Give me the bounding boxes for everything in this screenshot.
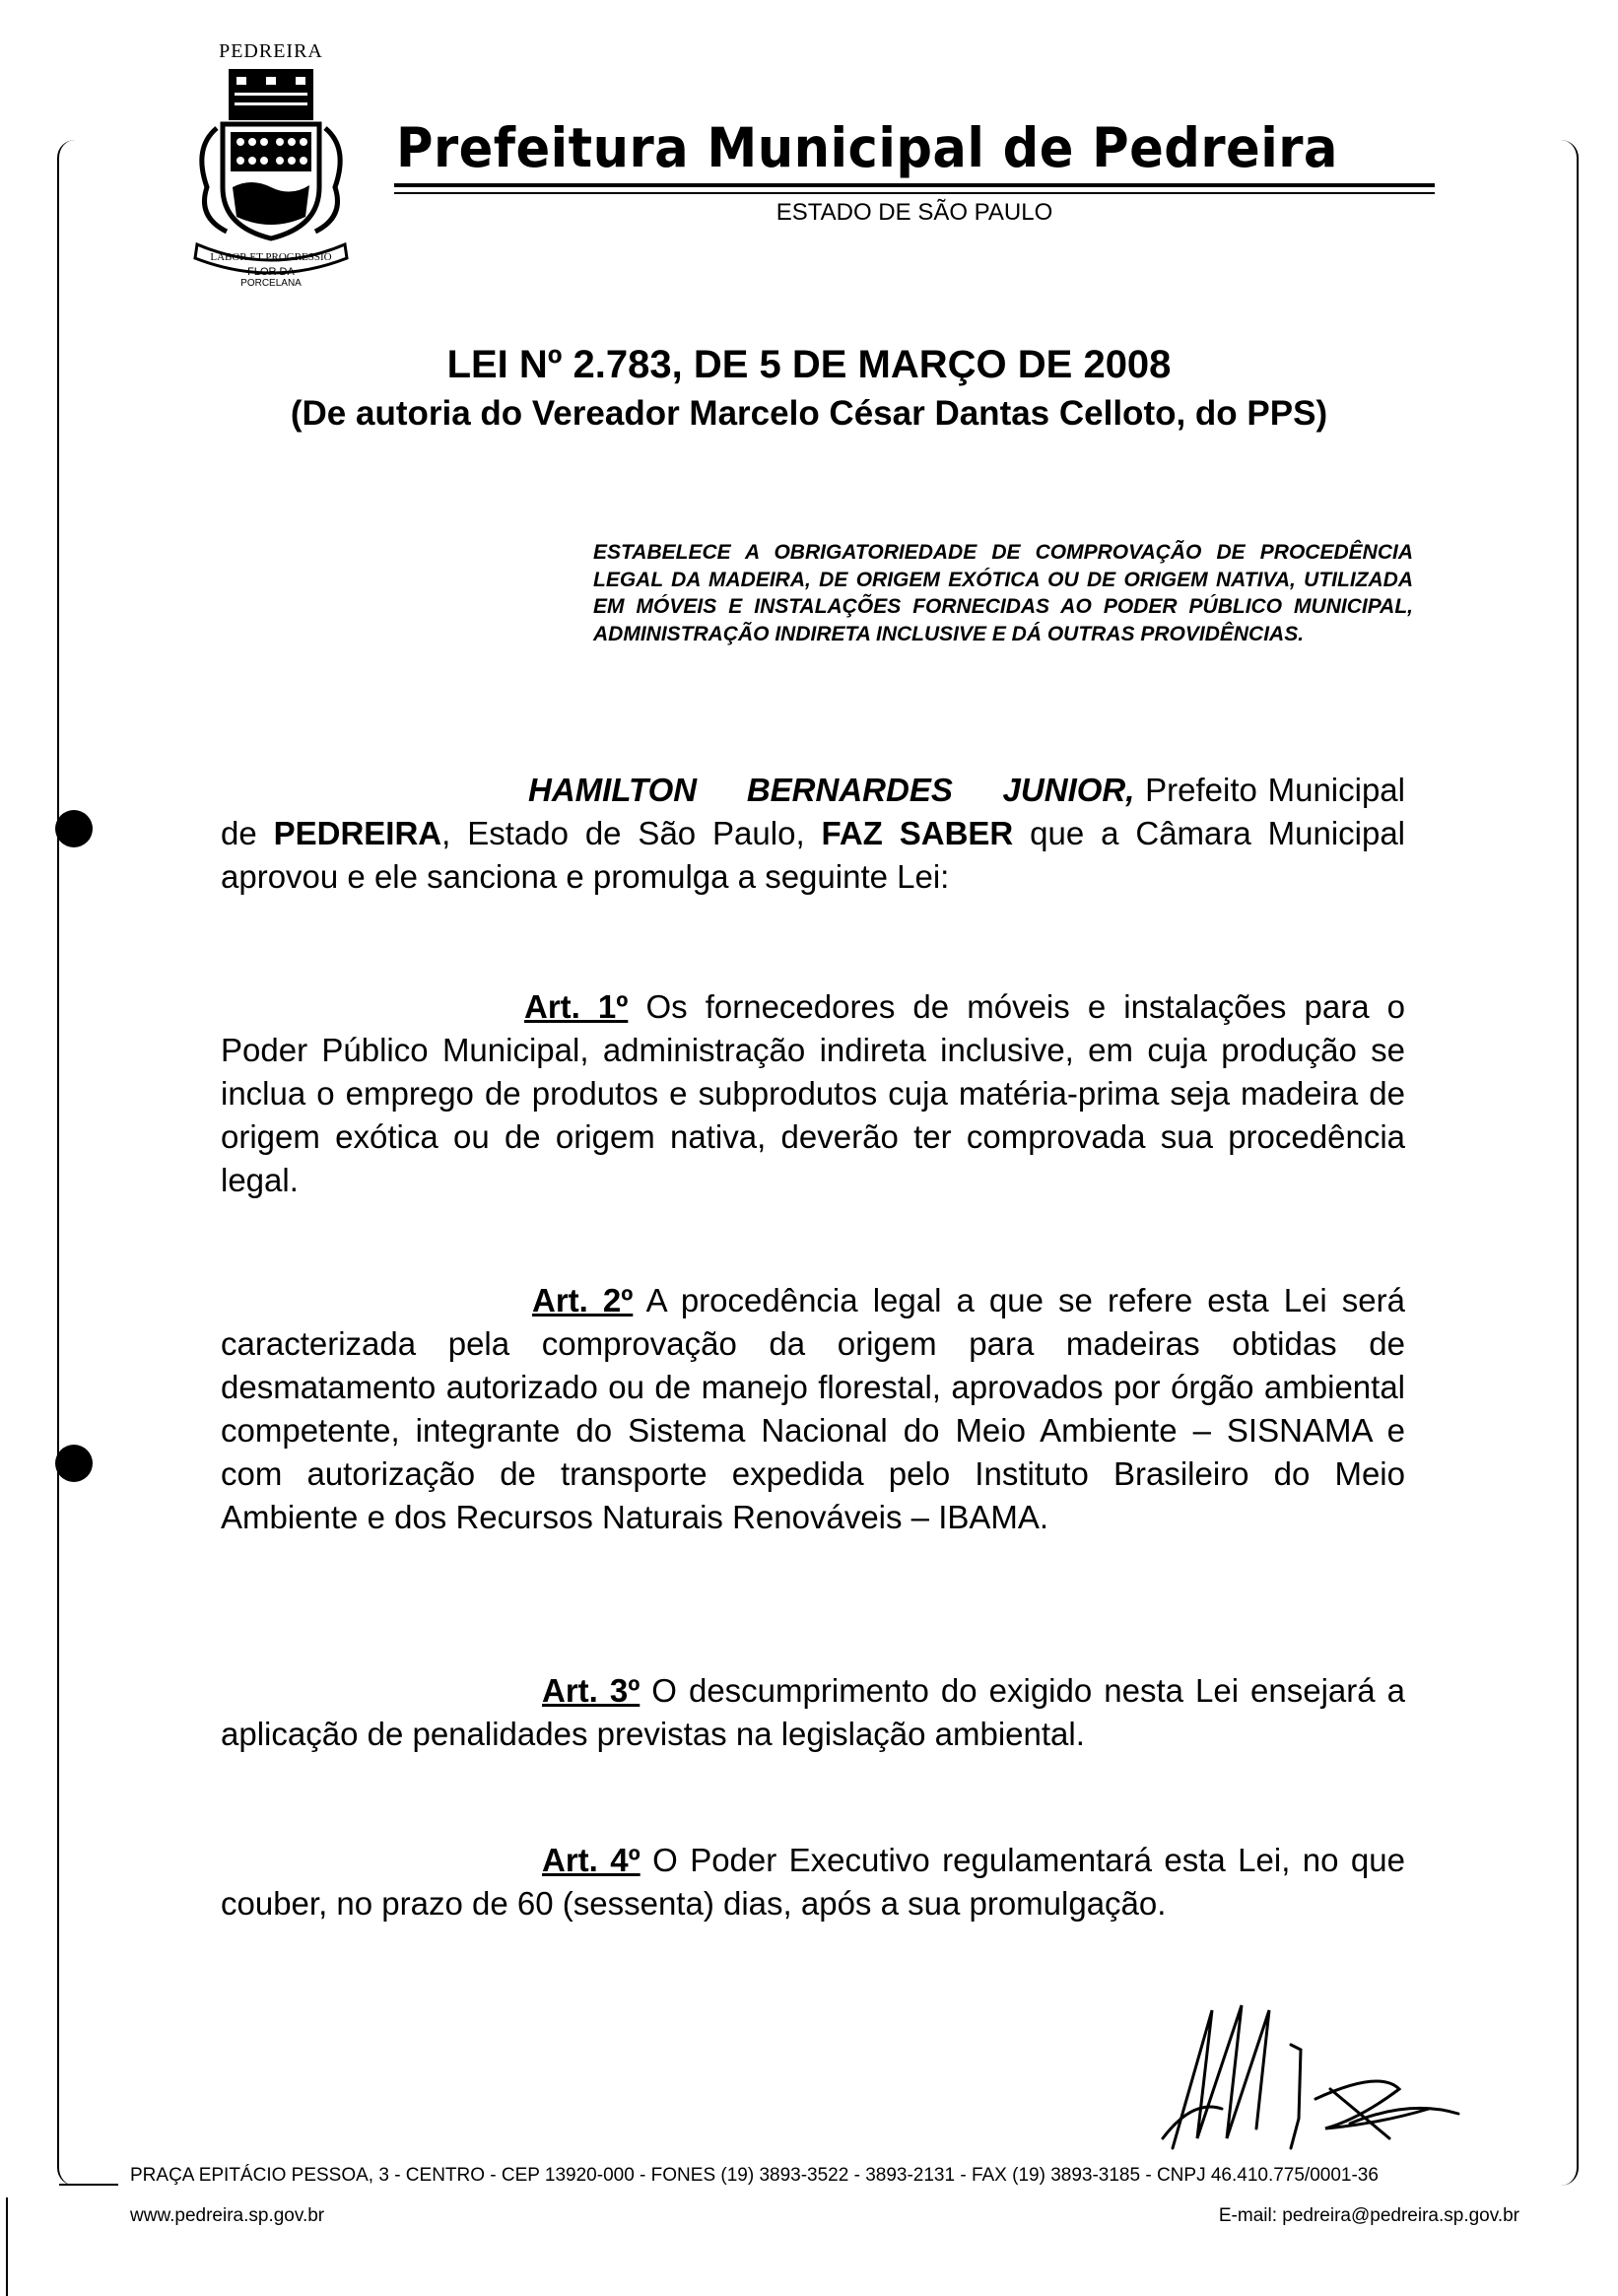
article-label: Art. 3º: [542, 1672, 640, 1709]
article-label: Art. 2º: [532, 1282, 634, 1318]
preamble-text: que a Câmara Municipal aprovou e ele sanciona e promulga a seguinte Lei:: [221, 815, 1406, 895]
article-3: [221, 1669, 1405, 1756]
footer-email[interactable]: E-mail: pedreira@pedreira.sp.gov.br: [1218, 2205, 1519, 2226]
svg-text:FLOR DA: FLOR DA: [247, 266, 295, 278]
article-text: Os fornecedores de móveis e instalações para o Poder Público Municipal, administração indireta inclusive, em cuja produção se inclua o emprego de produtos e subprodutos cuja matéria-prima seja madeira de origem exótica ou de origem nativa, deverão ter comprovada sua procedência legal.: [221, 988, 1406, 1198]
preamble-text: Prefeito Municipal de: [221, 772, 1405, 851]
punch-hole: [55, 810, 93, 847]
scan-edge-mark: [6, 2197, 8, 2296]
footer-address: PRAÇA EPITÁCIO PESSOA, 3 - CENTRO - CEP 13920-000 - FONES (19) 3893-3522 - 3893-2131 - FAX (19) 3893-3185 - CNPJ 46.410.775/0001-36: [130, 2165, 1379, 2186]
svg-text:PEDREIRA: PEDREIRA: [219, 40, 323, 62]
border-corner: [59, 2184, 118, 2186]
svg-text:PORCELANA: PORCELANA: [240, 278, 302, 286]
law-author: (De autoria do Vereador Marcelo César Dantas Celloto, do PPS): [290, 394, 1328, 433]
handwritten-signature: [1153, 1991, 1478, 2158]
faz-saber: FAZ SABER: [821, 815, 1014, 851]
article-text: O descumprimento do exigido nesta Lei ensejará a aplicação de penalidades previstas na legislação ambiental.: [221, 1672, 1405, 1752]
article-label: Art. 4º: [542, 1842, 640, 1878]
city-name: PEDREIRA: [273, 815, 442, 851]
article-text: O Poder Executivo regulamentará esta Lei, no que couber, no prazo de 60 (sessenta) dias, após a sua promulgação.: [221, 1842, 1405, 1922]
article-label: Art. 1º: [524, 988, 629, 1025]
article-text: A procedência legal a que se refere esta Lei será caracterizada pela comprovação da origem para madeiras obtidas de desmatamento autorizado ou de manejo florestal, aprovados por órgão ambiental competente, integrante do Sistema Nacional do Meio Ambiente – SISNAMA e com autorização de transporte expedida pelo Instituto Brasileiro do Meio Ambiente e dos Recursos Naturais Renováveis – IBAMA.: [221, 1282, 1405, 1535]
header-rule-thin: [394, 192, 1435, 194]
header-subtitle: ESTADO DE SÃO PAULO: [775, 199, 1053, 226]
law-number-heading: LEI Nº 2.783, DE 5 DE MARÇO DE 2008: [446, 343, 1172, 386]
law-ementa: ESTABELECE A OBRIGATORIEDADE DE COMPROVAÇÃO DE PROCEDÊNCIA LEGAL DA MADEIRA, DE ORIGEM EXÓTICA OU DE ORIGEM NATIVA, UTILIZADA EM MÓVEIS E INSTALAÇÕES FORNECIDAS AO PODER PÚBLICO MUNICIPAL, ADMINISTRAÇÃO INDIRETA INCLUSIVE E DÁ OUTRAS PROVIDÊNCIAS.: [593, 541, 1413, 645]
header-title: Prefeitura Municipal de Pedreira: [396, 116, 1338, 179]
article-1: [221, 985, 1405, 1202]
preamble-paragraph: [221, 769, 1405, 899]
svg-text:LABOR ET PROGRESSIO: LABOR ET PROGRESSIO: [210, 251, 332, 263]
header-rule: [394, 183, 1435, 187]
municipal-coat-of-arms-logo: [158, 30, 384, 286]
article-4: [221, 1839, 1405, 1925]
mayor-name: HAMILTON BERNARDES JUNIOR,: [528, 772, 1135, 808]
footer-website[interactable]: www.pedreira.sp.gov.br: [130, 2205, 325, 2226]
preamble-text: , Estado de São Paulo,: [441, 815, 822, 851]
article-2: [221, 1279, 1405, 1539]
punch-hole: [55, 1445, 93, 1482]
